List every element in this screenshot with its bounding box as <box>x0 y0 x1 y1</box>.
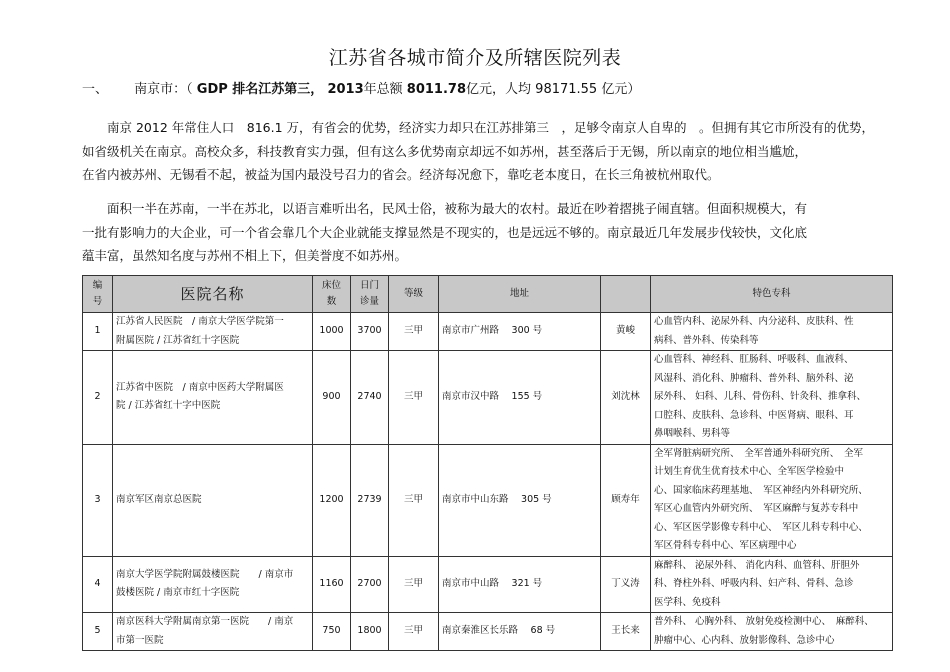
cell-no: 2 <box>83 351 113 445</box>
cell-no: 1 <box>83 313 113 351</box>
section-per-capita-unit: 亿元） <box>601 82 641 97</box>
cell-director: 顾寿年 <box>601 444 651 556</box>
table-row <box>83 351 893 445</box>
cell-specialties-line: 尿外科、 妇科、儿科、骨伤科、针灸科、推拿科、 <box>654 391 867 402</box>
cell-specialties-line: 心、军区医学影像专科中心、 军区儿科专科中心、 <box>654 521 868 533</box>
paragraph-1 <box>82 116 874 187</box>
cell-specialties-line: 军区心血管内外研究所、 军区麻醉与复苏专科中 <box>654 503 859 514</box>
section-city: 南京市：（ <box>134 82 193 97</box>
cell-specialties-line: 科、脊柱外科、呼吸内科、妇产科、骨科、急诊 <box>654 578 854 589</box>
table-header-row <box>83 276 893 313</box>
cell-specialties <box>651 613 893 651</box>
cell-address: 南京市中山路 321 号 <box>439 556 601 613</box>
cell-no: 4 <box>83 556 113 613</box>
cell-no: 3 <box>83 444 113 556</box>
cell-specialties-line: 军区骨科专科中心、军区病理中心 <box>654 540 797 551</box>
cell-grade: 三甲 <box>389 613 439 651</box>
paragraph-line: 蕴丰富，虽然知名度与苏州不相上下，但美誉度不如苏州。 <box>82 248 408 263</box>
cell-name-line: 鼓楼医院 / 南京市红十字医院 <box>116 587 240 599</box>
table-row <box>83 313 893 351</box>
page-title: 江苏省各城市简介及所辖医院列表 <box>328 47 622 69</box>
hospital-table <box>82 275 893 651</box>
cell-outpatient: 2740 <box>351 351 389 445</box>
cell-specialties-line: 心、国家临床药理基地、 军区神经内外科研究所、 <box>654 484 868 496</box>
cell-grade: 三甲 <box>389 313 439 351</box>
cell-grade: 三甲 <box>389 444 439 556</box>
cell-beds: 750 <box>313 613 351 651</box>
cell-name <box>113 313 313 351</box>
cell-name <box>113 556 313 613</box>
cell-beds: 1160 <box>313 556 351 613</box>
cell-specialties <box>651 313 893 351</box>
cell-address: 南京市汉中路 155 号 <box>439 351 601 445</box>
table-row <box>83 444 893 556</box>
cell-specialties-line: 全军肾脏病研究所、 全军普通外科研究所、 全军 <box>654 447 864 459</box>
cell-address: 南京市广州路 300 号 <box>439 313 601 351</box>
section-year: 2013 <box>327 82 364 97</box>
cell-specialties-line: 心血管科、神经科、肛肠科、呼吸科、血液科、 <box>654 354 854 365</box>
cell-name-line: 附属医院 / 江苏省红十字医院 <box>116 334 240 346</box>
cell-address: 南京市中山东路 305 号 <box>439 444 601 556</box>
header-address: 地址 <box>439 276 601 313</box>
cell-director: 王长来 <box>601 613 651 651</box>
cell-director: 刘沈林 <box>601 351 651 445</box>
section-gdp-rank: GDP 排名江苏第三， <box>196 82 324 97</box>
cell-name-line: 南京大学医学院附属鼓楼医院 / 南京市 <box>116 568 294 580</box>
cell-name-line: 江苏省中医院 / 南京中医药大学附属医 <box>116 381 284 393</box>
header-no: 编 号 <box>83 276 113 313</box>
cell-director: 黄峻 <box>601 313 651 351</box>
cell-name <box>113 444 313 556</box>
paragraph-line: 南京 2012 年常住人口 816.1 万，有省会的优势，经济实力却只在江苏排第三 ，足够令南京人自卑的 。但拥有其它市所没有的优势， <box>82 120 875 135</box>
cell-specialties-line: 计划生育优生优育技术中心、全军医学检验中 <box>654 466 845 477</box>
header-specialties: 特色专科 <box>651 276 893 313</box>
section-total-unit: 亿元，人均 <box>466 82 532 97</box>
cell-specialties-line: 鼻咽喉科、男科等 <box>654 428 731 439</box>
cell-specialties-line: 肿瘤中心、心内科、放射影像科、急诊中心 <box>654 634 835 646</box>
section-total: 8011.78 <box>406 82 467 97</box>
cell-specialties-line: 麻醉科、 泌尿外科、 消化内科、血管科、肝胆外 <box>654 559 860 571</box>
paragraph-2 <box>82 197 807 268</box>
cell-beds: 1200 <box>313 444 351 556</box>
cell-specialties-line: 口腔科、皮肤科、急诊科、中医肾病、眼科、耳 <box>654 409 854 421</box>
cell-name-line: 南京医科大学附属南京第一医院 / 南京 <box>116 616 294 627</box>
paragraph-line: 一批有影响力的大企业，可一个省会靠几个大企业就能支撑显然是不现实的，也是远远不够的。南京最近几年发展步伐较快，文化底 <box>82 224 808 240</box>
cell-outpatient: 1800 <box>351 613 389 651</box>
section-per-capita: 98171.55 <box>535 82 598 97</box>
cell-director: 丁义涛 <box>601 556 651 613</box>
paragraph-line: 如省级机关在南京。高校众多，科技教育实力强，但有这么多优势南京却远不如苏州，甚至落后于无锡，所以南京的地位相当尴尬， <box>82 143 808 159</box>
cell-grade: 三甲 <box>389 556 439 613</box>
cell-outpatient: 2700 <box>351 556 389 613</box>
cell-specialties-line: 病科、普外科、传染科等 <box>654 334 759 346</box>
cell-grade: 三甲 <box>389 351 439 445</box>
cell-name-line: 市第一医院 <box>116 634 164 646</box>
paragraph-line: 面积一半在苏南，一半在苏北，以语言难听出名，民风士俗，被称为最大的农村。最近在吵着摺挑子闹直辖。但面积规模大，有 <box>82 201 808 216</box>
paragraph-line: 在省内被苏州、无锡看不起，被益为国内最没号召力的省会。经济每况愈下，靠吃老本度日，在长三角被杭州取代。 <box>82 167 720 182</box>
cell-specialties-line: 心血管内科、泌尿外科、内分泌科、皮肤科、性 <box>654 316 854 327</box>
cell-specialties-line: 普外科、 心胸外科、 放射免疫检测中心、 麻醉科、 <box>654 616 874 627</box>
cell-outpatient: 2739 <box>351 444 389 556</box>
section-number: 一、 <box>82 82 109 97</box>
cell-outpatient: 3700 <box>351 313 389 351</box>
cell-name-line: 院 / 江苏省红十字中医院 <box>116 400 221 412</box>
header-outpatient: 日门 诊量 <box>351 276 389 313</box>
cell-name-line: 南京军区南京总医院 <box>116 493 202 505</box>
cell-specialties-line: 风湿科、消化科、肿瘤科、普外科、脑外科、泌 <box>654 372 854 384</box>
cell-specialties <box>651 444 893 556</box>
cell-no: 5 <box>83 613 113 651</box>
header-grade: 等级 <box>389 276 439 313</box>
header-name: 医院名称 <box>113 276 313 313</box>
section-heading <box>82 78 640 97</box>
table-row <box>83 556 893 613</box>
header-director <box>601 276 651 313</box>
header-beds: 床位 数 <box>313 276 351 313</box>
cell-specialties-line: 医学科、免疫科 <box>654 596 721 608</box>
cell-specialties <box>651 556 893 613</box>
cell-name-line: 江苏省人民医院 / 南京大学医学院第一 <box>116 316 284 327</box>
cell-beds: 1000 <box>313 313 351 351</box>
cell-address: 南京秦淮区长乐路 68 号 <box>439 613 601 651</box>
cell-beds: 900 <box>313 351 351 445</box>
section-year-suffix: 年总额 <box>363 82 403 97</box>
cell-specialties <box>651 351 893 445</box>
table-row <box>83 613 893 651</box>
cell-name <box>113 613 313 651</box>
cell-name <box>113 351 313 445</box>
